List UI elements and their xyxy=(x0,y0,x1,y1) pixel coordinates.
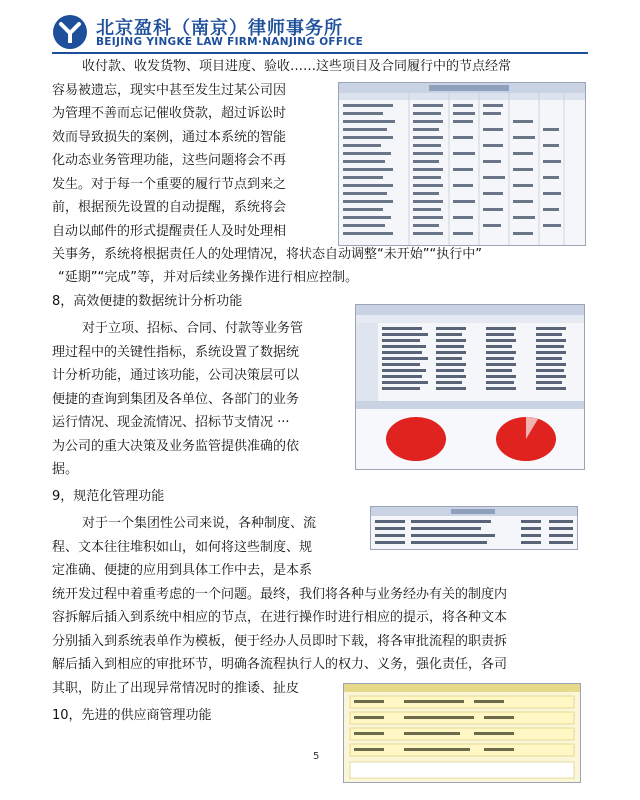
section-number: 10 xyxy=(52,708,69,723)
body-line: 计分析功能，通过该功能，公司决策层可以 xyxy=(52,368,300,383)
table-screenshot-image xyxy=(339,83,585,245)
body-line: 为管理不善而忘记催收贷款，超过诉讼时 xyxy=(52,106,287,121)
node-tracking-screenshot xyxy=(338,82,586,246)
body-line: 理过程中的关键性指标，系统设置了数据统 xyxy=(52,345,300,360)
page-number: 5 xyxy=(313,751,320,762)
body-line: 定准确、便捷的应用到具体工作中去，是本系 xyxy=(52,563,313,578)
section-title: ，高效便捷的数据统计分析功能 xyxy=(60,294,243,309)
body-line: 化动态业务管理功能，这些问题将会不再 xyxy=(52,153,287,168)
statistics-screenshot-image xyxy=(356,305,584,469)
body-line: 发生。对于每一个重要的履行节点到来之 xyxy=(52,177,287,192)
header-divider xyxy=(52,52,588,54)
body-line: 效而导致损失的案例，通过本系统的智能 xyxy=(52,130,287,145)
body-line: 自动以邮件的形式提醒责任人及时处理相 xyxy=(52,224,287,239)
section-title: ，规范化管理功能 xyxy=(60,489,165,504)
section-number: 9 xyxy=(52,489,61,504)
statistics-screenshot xyxy=(355,304,585,470)
body-line: “延期”“完成”等，并对后续业务操作进行相应控制。 xyxy=(58,270,358,285)
body-line: 解后插入到相应的审批环节，明确各流程执行人的权力、义务，强化责任，各司 xyxy=(52,657,508,672)
firm-name-chinese: 北京盈科（南京）律师事务所 xyxy=(96,18,343,39)
body-line: 便捷的查询到集团及各单位、各部门的业务 xyxy=(52,392,300,407)
body-line: 统开发过程中着重考虑的一个问题。最终，我们将各种与业务经办有关的制度内 xyxy=(52,587,508,602)
supplier-management-screenshot xyxy=(343,683,581,783)
firm-logo-icon xyxy=(52,14,88,50)
regulations-screenshot-image xyxy=(371,507,577,549)
body-line: 运行情况、现金流情况、招标节支情况 ··· xyxy=(52,415,290,430)
body-line: 分别插入到系统表单作为模板，便于经办人员即时下载，将各审批流程的职责拆 xyxy=(52,634,508,649)
body-line: 关事务，系统将根据责任人的处理情况，将状态自动调整“未开始”“执行中” xyxy=(52,247,482,262)
supplier-screenshot-image xyxy=(344,684,580,782)
section-title: ，先进的供应商管理功能 xyxy=(68,708,212,723)
body-line: 据。 xyxy=(52,462,79,477)
regulations-screenshot xyxy=(370,506,578,550)
body-line: 收付款、收发货物、项目进度、验收……这些项目及合同履行中的节点经常 xyxy=(82,59,512,74)
body-line: 对于立项、招标、合同、付款等业务管 xyxy=(82,321,304,336)
body-line: 前，根据预先设置的自动提醒，系统将会 xyxy=(52,200,287,215)
body-line: 容易被遗忘，现实中甚至发生过某公司因 xyxy=(52,83,287,98)
body-line: 对于一个集团性公司来说，各种制度、流 xyxy=(82,516,317,531)
section-10-heading xyxy=(52,708,212,724)
letterhead xyxy=(52,14,592,50)
body-line: 容拆解后插入到系统中相应的节点，在进行操作时进行相应的提示，将各种文本 xyxy=(52,610,508,625)
body-line: 程、文本往往堆积如山，如何将这些制度、规 xyxy=(52,540,313,555)
section-number: 8 xyxy=(52,294,61,309)
body-line: 其职，防止了出现异常情况时的推诿、扯皮 xyxy=(52,681,300,696)
firm-name-english: BEIJING YINGKE LAW FIRM·NANJING OFFICE xyxy=(96,36,364,48)
body-line: 为公司的重大决策及业务监管提供准确的依 xyxy=(52,439,300,454)
section-8-heading xyxy=(52,294,242,310)
section-9-heading xyxy=(52,489,164,505)
